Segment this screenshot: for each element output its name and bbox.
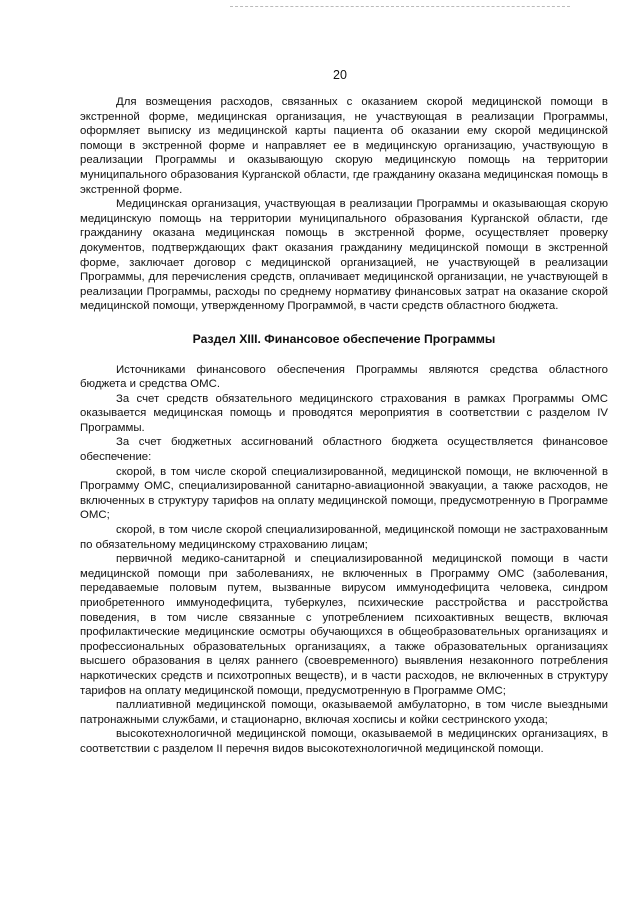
paragraph: Для возмещения расходов, связанных с оказанием скорой медицинской помощи в экстренной форме, медицинская организация, не участвующая в реализации Программы, оформляет выписку из медицинской карты пациента об оказании ему скорой медицинской помощи в экстренной форме и направляет ее в медицинскую организацию, участвующую в реализации Программы и оказывающую скорую медицинскую помощь на территории муниципального образования Курганской области, где гражданину оказана медицинская помощь в экстренной форме. xyxy=(80,96,608,196)
paragraph: За счет бюджетных ассигнований областного бюджета осуществляется финансовое обеспечение: xyxy=(80,436,608,464)
page-number: 20 xyxy=(333,68,347,82)
list-item: паллиативной медицинской помощи, оказываемой амбулаторно, в том числе выездными патронажными службами, и стационарно, включая хосписы и койки сестринского ухода; xyxy=(80,699,608,726)
paragraph: За счет средств обязательного медицинского страхования в рамках Программы ОМС оказывается медицинская помощь и проводятся мероприятия в соответствии с разделом IV Программы. xyxy=(80,392,608,434)
list-item: высокотехнологичной медицинской помощи, оказываемой в медицинских организациях, в соответствии с разделом II перечня видов высокотехнологичной медицинской помощи. xyxy=(80,728,608,755)
section-title: Раздел XIII. Финансовое обеспечение Программы xyxy=(192,331,496,346)
list-item: скорой, в том числе скорой специализированной, медицинской помощи не застрахованным по обязательному медицинскому страхованию лицам; xyxy=(80,524,608,551)
list-item: первичной медико-санитарной и специализированной медицинской помощи в части медицинской помощи при заболеваниях, не включенных в Программу ОМС (заболевания, передаваемые половым путем, вызванные вирусом иммунодефицита человека, синдром приобретенного иммунодефицита, туберкулез, психические расстройства и расстройства поведения, в том числе связанные с употреблением психоактивных веществ, включая профилактические медицинские осмотры обучающихся в общеобразовательных организациях и профессиональных образовательных организациях, а также образовательных организациях высшего образования в целях раннего (своевременного) выявления незаконного потребления наркотических средств и психотропных веществ), и в части расходов, не включенных в структуру тарифов на оплату медицинской помощи, предусмотренную в Программе ОМС; xyxy=(80,553,608,697)
list-item: скорой, в том числе скорой специализированной, медицинской помощи, не включенной в Программу ОМС, специализированной санитарно-авиационной эвакуации, а также расходов, не включенных в структуру тарифов на оплату медицинской помощи, предусмотренную в Программе ОМС; xyxy=(80,465,608,522)
scan-artifact-line xyxy=(230,6,570,7)
paragraph: Источниками финансового обеспечения Программы являются средства областного бюджета и средства ОМС. xyxy=(80,363,608,391)
document-body xyxy=(80,95,608,757)
paragraph: Медицинская организация, участвующая в реализации Программы и оказывающая скорую медицинскую помощь на территории муниципального образования Курганской области, где гражданину оказана медицинская помощь в экстренной форме, осуществляет проверку документов, подтверждающих факт оказания гражданину медицинской помощи в экстренной форме, заключает договор с медицинской организацией, не участвующей в реализации Программы, для перечисления средств, оплачивает медицинской организации, не участвующей в реализации Программы, расходы по среднему нормативу финансовых затрат на оказание скорой медицинской помощи, утвержденному Программой, в части средств областного бюджета. xyxy=(80,198,608,313)
